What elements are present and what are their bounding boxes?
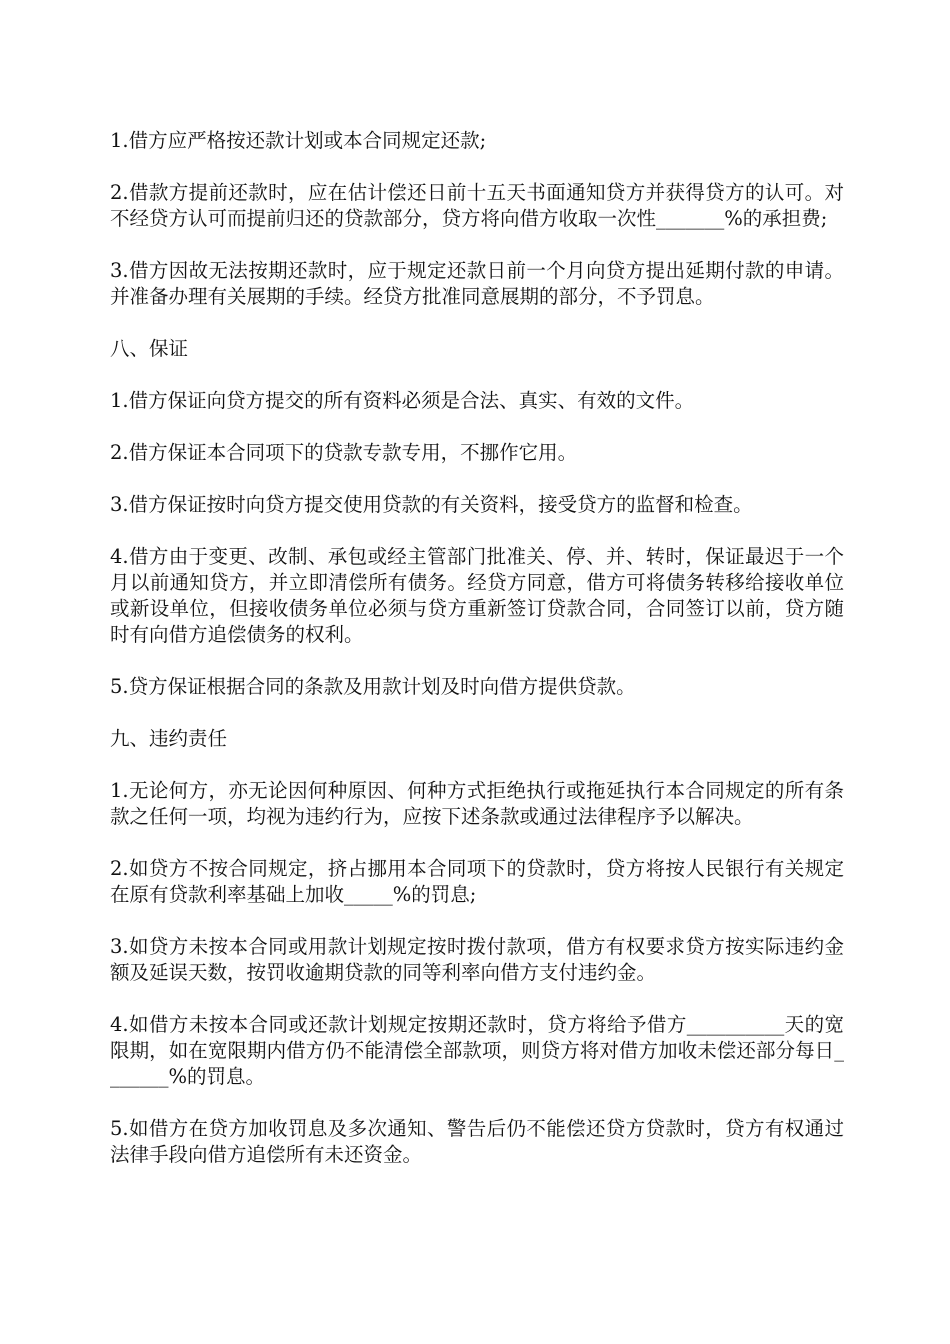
guarantee-clause-3: 3.借方保证按时向贷方提交使用贷款的有关资料，接受贷方的监督和检查。 [110,493,753,516]
liability-clause-5: 5.如借方在贷方加收罚息及多次通知、警告后仍不能偿还贷方贷款时，贷方有权通过法律手段向借方追偿所有未还资金。 [110,1117,844,1166]
document-page [110,128,844,1194]
section-heading-liability: 九、违约责任 [110,727,228,750]
guarantee-clause-1: 1.借方保证向贷方提交的所有资料必须是合法、真实、有效的文件。 [110,389,695,412]
repayment-clause-3: 3.借方因故无法按期还款时，应于规定还款日前一个月向贷方提出延期付款的申请。并准备办理有关展期的手续。经贷方批准同意展期的部分，不予罚息。 [110,259,844,308]
repayment-clause-1: 1.借方应严格按还款计划或本合同规定还款; [110,129,487,152]
liability-clause-4: 4.如借方未按本合同或还款计划规定按期还款时，贷方将给予借方__________天的宽限期，如在宽限期内借方仍不能清偿全部款项，则贷方将对借方加收未偿还部分每日_______%的罚息。 [110,1013,844,1088]
guarantee-clause-2: 2.借方保证本合同项下的贷款专款专用，不挪作它用。 [110,441,578,464]
repayment-clause-2: 2.借款方提前还款时，应在估计偿还日前十五天书面通知贷方并获得贷方的认可。对不经贷方认可而提前归还的贷款部分，贷方将向借方收取一次性_______%的承担费; [110,181,844,230]
guarantee-clause-5: 5.贷方保证根据合同的条款及用款计划及时向借方提供贷款。 [110,675,636,698]
liability-clause-1: 1.无论何方，亦无论因何种原因、何种方式拒绝执行或拖延执行本合同规定的所有条款之任何一项，均视为违约行为，应按下述条款或通过法律程序予以解决。 [110,779,844,828]
section-heading-guarantee: 八、保证 [110,337,189,360]
guarantee-clause-4: 4.借方由于变更、改制、承包或经主管部门批准关、停、并、转时，保证最迟于一个月以前通知贷方，并立即清偿所有债务。经贷方同意，借方可将债务转移给接收单位或新设单位，但接收债务单位必须与贷方重新签订贷款合同，合同签订以前，贷方随时有向借方追偿债务的权利。 [110,545,844,646]
liability-clause-2: 2.如贷方不按合同规定，挤占挪用本合同项下的贷款时，贷方将按人民银行有关规定在原有贷款利率基础上加收_____%的罚息; [110,857,844,906]
liability-clause-3: 3.如贷方未按本合同或用款计划规定按时拨付款项，借方有权要求贷方按实际违约金额及延误天数，按罚收逾期贷款的同等利率向借方支付违约金。 [110,935,844,984]
